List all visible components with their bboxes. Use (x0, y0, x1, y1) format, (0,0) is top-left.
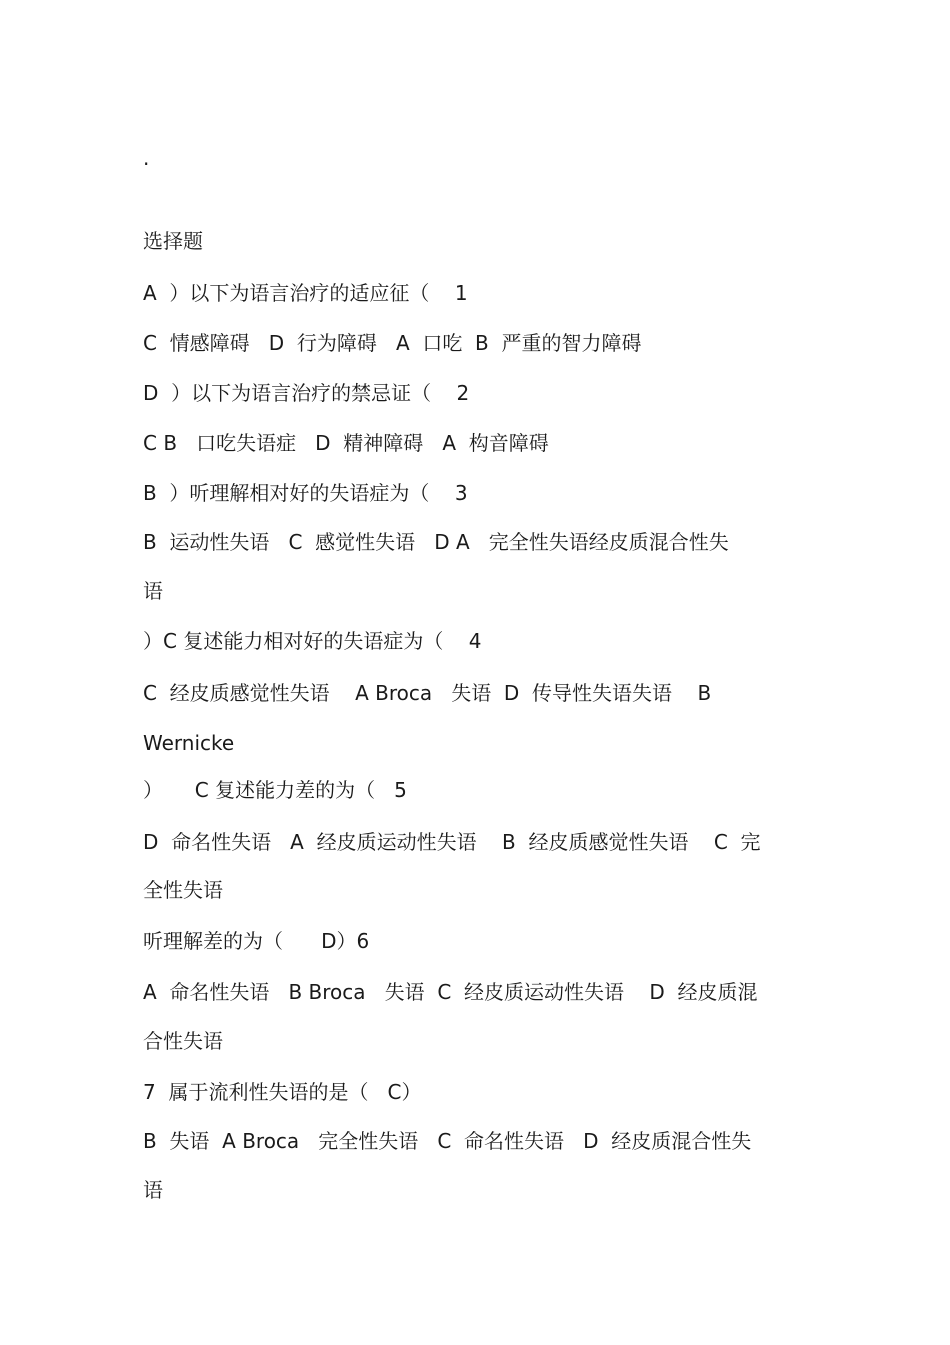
question-7: 7 属于流利性失语的是（ C） (143, 1080, 422, 1104)
question-3-options: B 运动性失语 C 感觉性失语 D A 完全性失语经皮质混合性失 (143, 530, 729, 554)
question-3: B ）听理解相对好的失语症为（ 3 (143, 481, 468, 505)
question-1-options: C 情感障碍 D 行为障碍 A 口吃 B 严重的智力障碍 (143, 331, 642, 355)
question-7-options-cont: 语 (143, 1178, 163, 1202)
question-2-options: C B 口吃失语症 D 精神障碍 A 构音障碍 (143, 431, 549, 455)
question-4-options-cont: Wernicke (143, 731, 235, 755)
page-marker-dot: . (143, 146, 150, 170)
question-6: 听理解差的为（ D）6 (143, 929, 370, 953)
question-5: ） C 复述能力差的为（ 5 (143, 778, 407, 802)
question-4: ）C 复述能力相对好的失语症为（ 4 (143, 629, 482, 653)
question-6-options: A 命名性失语 B Broca 失语 C 经皮质运动性失语 D 经皮质混 (143, 980, 758, 1004)
question-6-options-cont: 合性失语 (143, 1029, 223, 1053)
question-3-options-cont: 语 (143, 579, 163, 603)
question-7-options: B 失语 A Broca 完全性失语 C 命名性失语 D 经皮质混合性失 (143, 1129, 752, 1153)
section-heading: 选择题 (143, 229, 203, 253)
question-1: A ）以下为语言治疗的适应征（ 1 (143, 281, 468, 305)
question-2: D ）以下为语言治疗的禁忌证（ 2 (143, 381, 470, 405)
question-5-options-cont: 全性失语 (143, 878, 223, 902)
question-4-options: C 经皮质感觉性失语 A Broca 失语 D 传导性失语失语 B (143, 681, 712, 705)
question-5-options: D 命名性失语 A 经皮质运动性失语 B 经皮质感觉性失语 C 完 (143, 830, 761, 854)
